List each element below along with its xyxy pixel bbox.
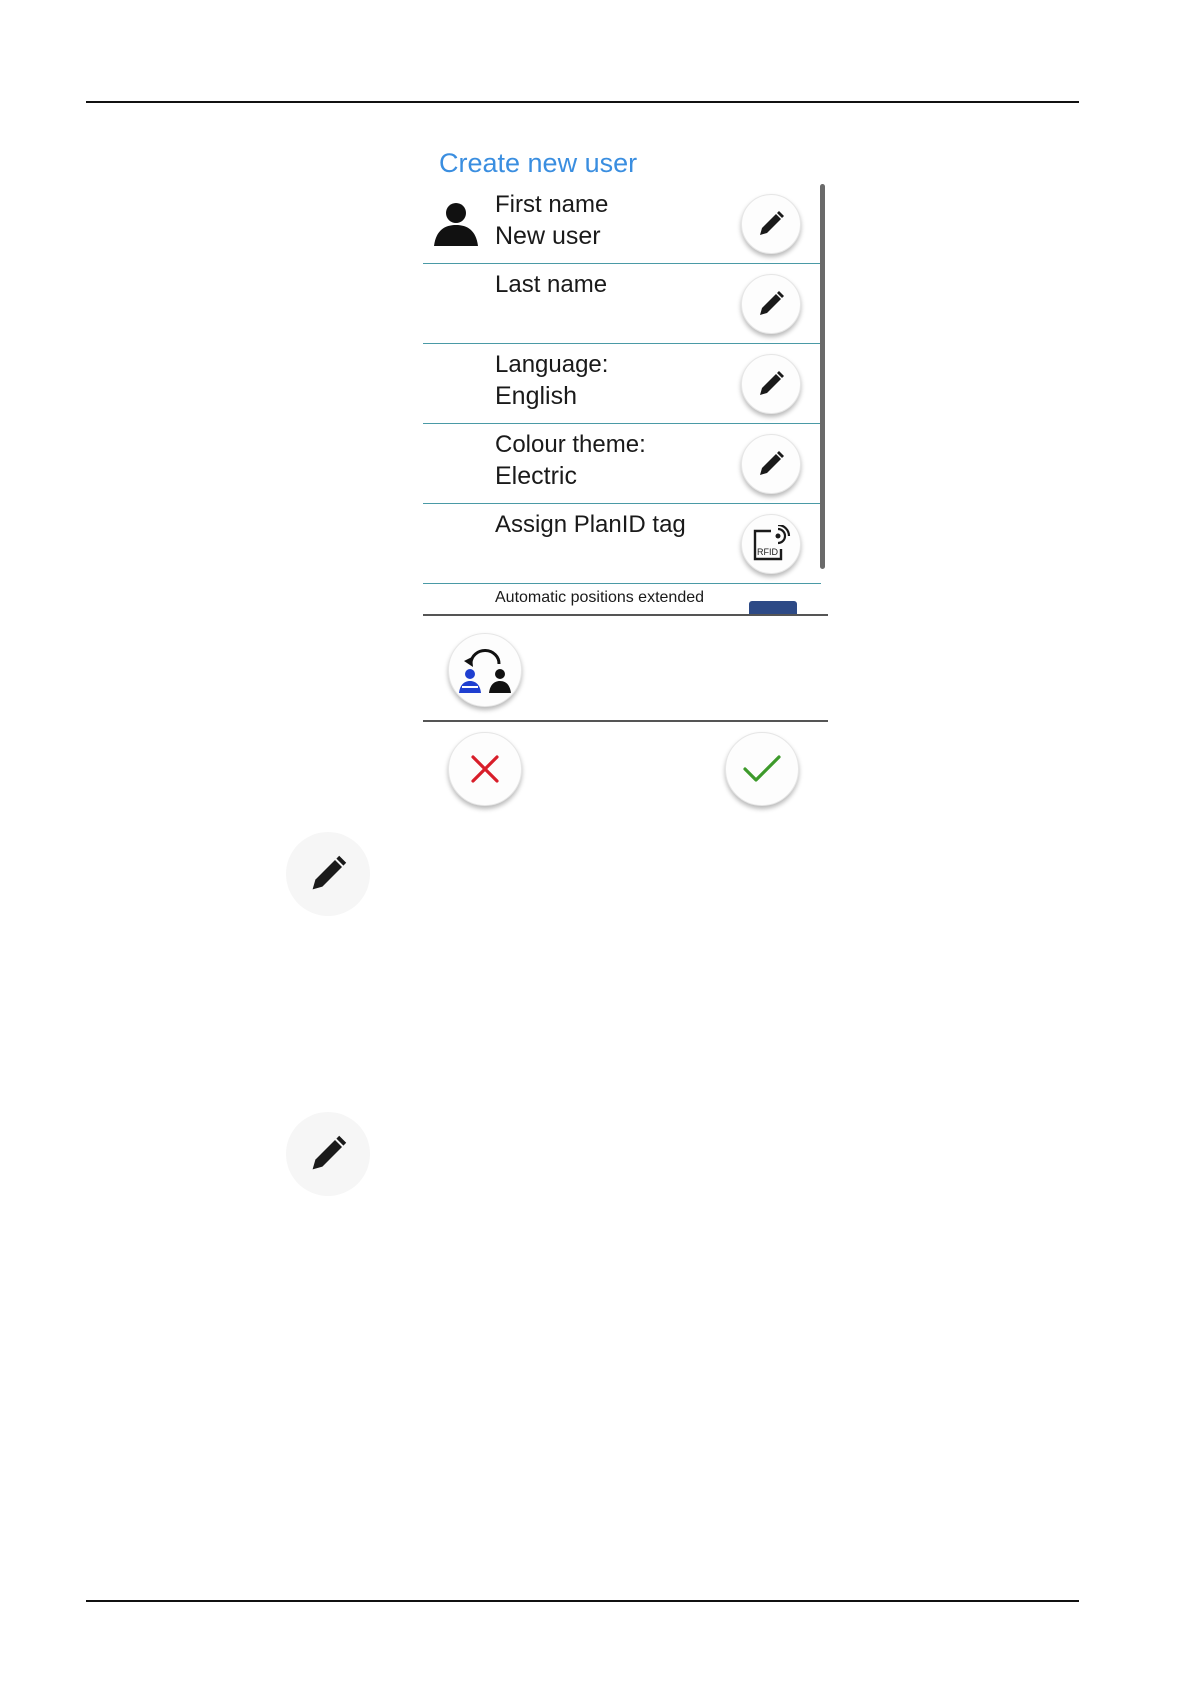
colour-theme-label: Colour theme: — [495, 431, 646, 458]
rfid-icon-text: RFID — [757, 547, 778, 557]
list-item-language — [423, 344, 821, 424]
pencil-icon — [756, 209, 786, 239]
language-value: English — [495, 382, 577, 410]
check-icon — [743, 754, 781, 784]
screen-title: Create new user — [439, 148, 638, 178]
pencil-icon — [756, 289, 786, 319]
cancel-button[interactable] — [448, 732, 522, 806]
list-scrollbar[interactable] — [820, 184, 825, 569]
assign-tag-label: Assign PlanID tag — [495, 511, 686, 538]
actions-divider — [423, 720, 828, 722]
header-rule — [86, 101, 1079, 103]
language-label: Language: — [495, 351, 609, 378]
rfid-icon — [751, 525, 791, 563]
pencil-icon — [307, 853, 349, 895]
first-name-value: New user — [495, 222, 601, 250]
list-item-last-name — [423, 264, 821, 344]
list-bottom-divider — [423, 614, 828, 616]
last-name-label: Last name — [495, 271, 608, 298]
list-item-assign-planid-tag — [423, 504, 821, 584]
assign-rfid-button[interactable] — [741, 514, 801, 574]
first-name-label: First name — [495, 191, 609, 218]
user-fields-list[interactable] — [423, 184, 823, 614]
legend-edit-button-1 — [286, 832, 370, 916]
switch-user-button[interactable] — [448, 633, 522, 707]
list-item-colour-theme — [423, 424, 821, 504]
edit-colour-theme-button[interactable] — [741, 434, 801, 494]
automatic-positions-label: Automatic positions extended — [495, 589, 705, 606]
colour-theme-value: Electric — [495, 462, 577, 490]
close-icon — [470, 754, 500, 784]
pencil-icon — [756, 449, 786, 479]
edit-language-button[interactable] — [741, 354, 801, 414]
automatic-positions-toggle[interactable] — [749, 601, 797, 614]
list-item-automatic-positions — [423, 584, 821, 614]
switch-user-icon — [456, 647, 514, 693]
create-user-screen — [420, 140, 830, 810]
confirm-button[interactable] — [725, 732, 799, 806]
list-item-first-name — [423, 184, 821, 264]
edit-first-name-button[interactable] — [741, 194, 801, 254]
footer-rule — [86, 1600, 1079, 1602]
pencil-icon — [307, 1133, 349, 1175]
edit-last-name-button[interactable] — [741, 274, 801, 334]
pencil-icon — [756, 369, 786, 399]
legend-edit-button-2 — [286, 1112, 370, 1196]
user-icon — [431, 202, 481, 246]
